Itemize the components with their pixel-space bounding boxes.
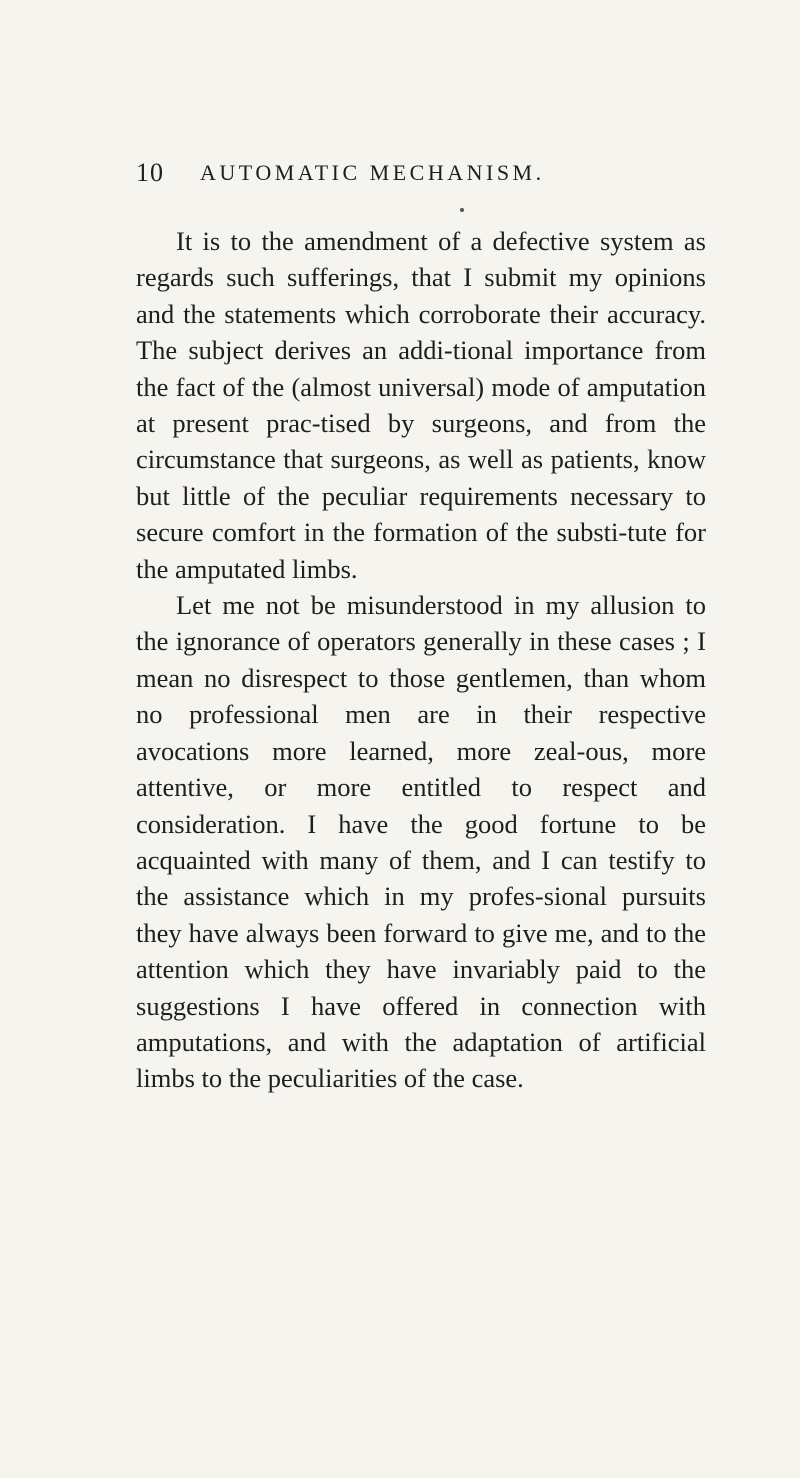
running-head (0, 158, 800, 198)
body-text (136, 223, 706, 1097)
paragraph-2: Let me not be misunderstood in my allusion to the ignorance of operators generally in these cases ; I mean no disrespect to those gentlemen, than whom no professional men are in their respective avocations more learned, more zeal-ous, more attentive, or more entitled to respect and consideration. I have the good fortune to be acquainted with many of them, and I can testify to the assistance which in my profes-sional pursuits they have always been forward to give me, and to the attention which they have invariably paid to the suggestions I have offered in connection with amputations, and with the adaptation of artificial limbs to the peculiarities of the case. (136, 590, 706, 1094)
page-number: 10 (136, 158, 164, 187)
running-head-title: AUTOMATIC MECHANISM. (200, 160, 545, 185)
paragraph-1: It is to the amendment of a defective system as regards such sufferings, that I submit my opinions and the statements which corroborate their accuracy. The subject derives an addi-tional importance from the fact of the (almost universal) mode of amputation at present prac-tised by surgeons, and from the circumstance that surgeons, as well as patients, know but little of the peculiar requirements necessary to secure comfort in the formation of the substi-tute for the amputated limbs. (136, 226, 706, 584)
print-speck (460, 208, 464, 212)
